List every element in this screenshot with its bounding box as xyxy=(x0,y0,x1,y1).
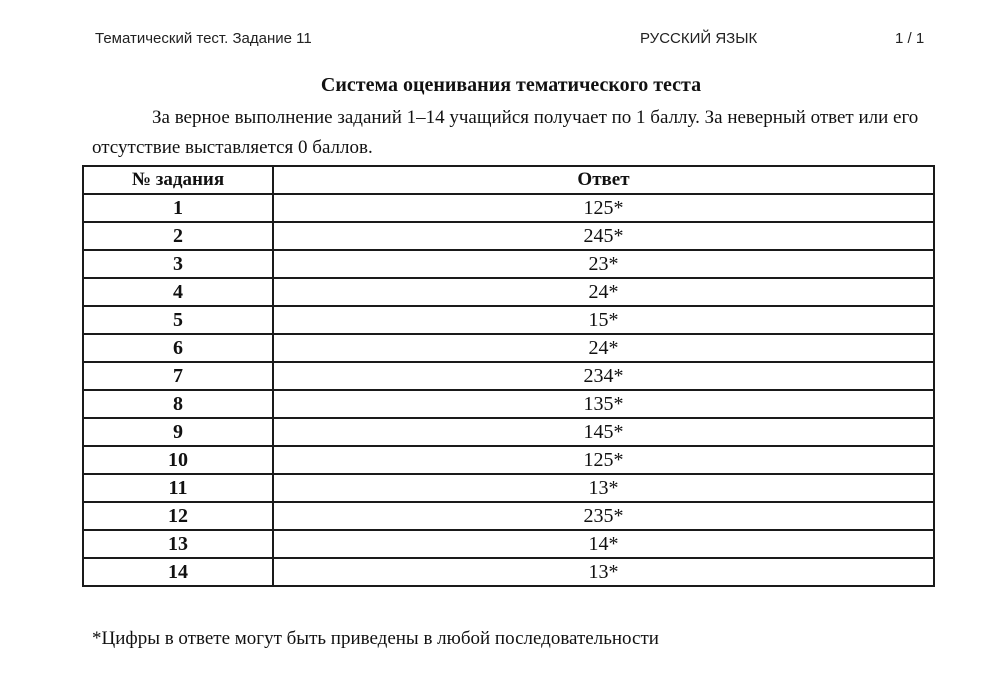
task-answer: 125* xyxy=(273,194,934,222)
task-answer: 13* xyxy=(273,558,934,586)
answers-table xyxy=(82,165,935,587)
table-row xyxy=(83,390,934,418)
subject-name: РУССКИЙ ЯЗЫК xyxy=(640,30,758,47)
task-number: 8 xyxy=(83,390,273,418)
table-row xyxy=(83,250,934,278)
intro-paragraph: За верное выполнение заданий 1–14 учащийся получает по 1 баллу. За неверный ответ или его отсутствие выставляется 0 баллов. xyxy=(92,107,919,158)
task-number: 6 xyxy=(83,334,273,362)
task-number: 5 xyxy=(83,306,273,334)
table-row xyxy=(83,306,934,334)
table-row xyxy=(83,362,934,390)
task-answer: 235* xyxy=(273,502,934,530)
table-header-row xyxy=(83,166,934,194)
table-row xyxy=(83,194,934,222)
task-number: 4 xyxy=(83,278,273,306)
table-row xyxy=(83,222,934,250)
task-number: 12 xyxy=(83,502,273,530)
column-header-answer: Ответ xyxy=(273,166,934,194)
footnote: *Цифры в ответе могут быть приведены в любой последовательности xyxy=(92,628,659,649)
table-row xyxy=(83,530,934,558)
task-answer: 13* xyxy=(273,474,934,502)
task-number: 1 xyxy=(83,194,273,222)
task-answer: 24* xyxy=(273,278,934,306)
task-number: 13 xyxy=(83,530,273,558)
task-answer: 245* xyxy=(273,222,934,250)
task-answer: 145* xyxy=(273,418,934,446)
table-row xyxy=(83,278,934,306)
task-answer: 234* xyxy=(273,362,934,390)
page-title: Система оценивания тематического теста xyxy=(320,74,702,96)
task-number: 7 xyxy=(83,362,273,390)
table-row xyxy=(83,334,934,362)
task-number: 9 xyxy=(83,418,273,446)
task-number: 3 xyxy=(83,250,273,278)
task-answer: 24* xyxy=(273,334,934,362)
table-row xyxy=(83,558,934,586)
page-header xyxy=(0,30,992,52)
task-answer: 135* xyxy=(273,390,934,418)
page-indicator: 1 / 1 xyxy=(895,30,925,47)
task-answer: 15* xyxy=(273,306,934,334)
table-row xyxy=(83,474,934,502)
table-row xyxy=(83,446,934,474)
table-row xyxy=(83,502,934,530)
column-header-task: № задания xyxy=(83,166,273,194)
task-answer: 14* xyxy=(273,530,934,558)
task-answer: 125* xyxy=(273,446,934,474)
task-number: 11 xyxy=(83,474,273,502)
table-row xyxy=(83,418,934,446)
task-number: 10 xyxy=(83,446,273,474)
task-answer: 23* xyxy=(273,250,934,278)
task-number: 2 xyxy=(83,222,273,250)
task-number: 14 xyxy=(83,558,273,586)
test-name: Тематический тест. Задание 11 xyxy=(95,30,312,47)
